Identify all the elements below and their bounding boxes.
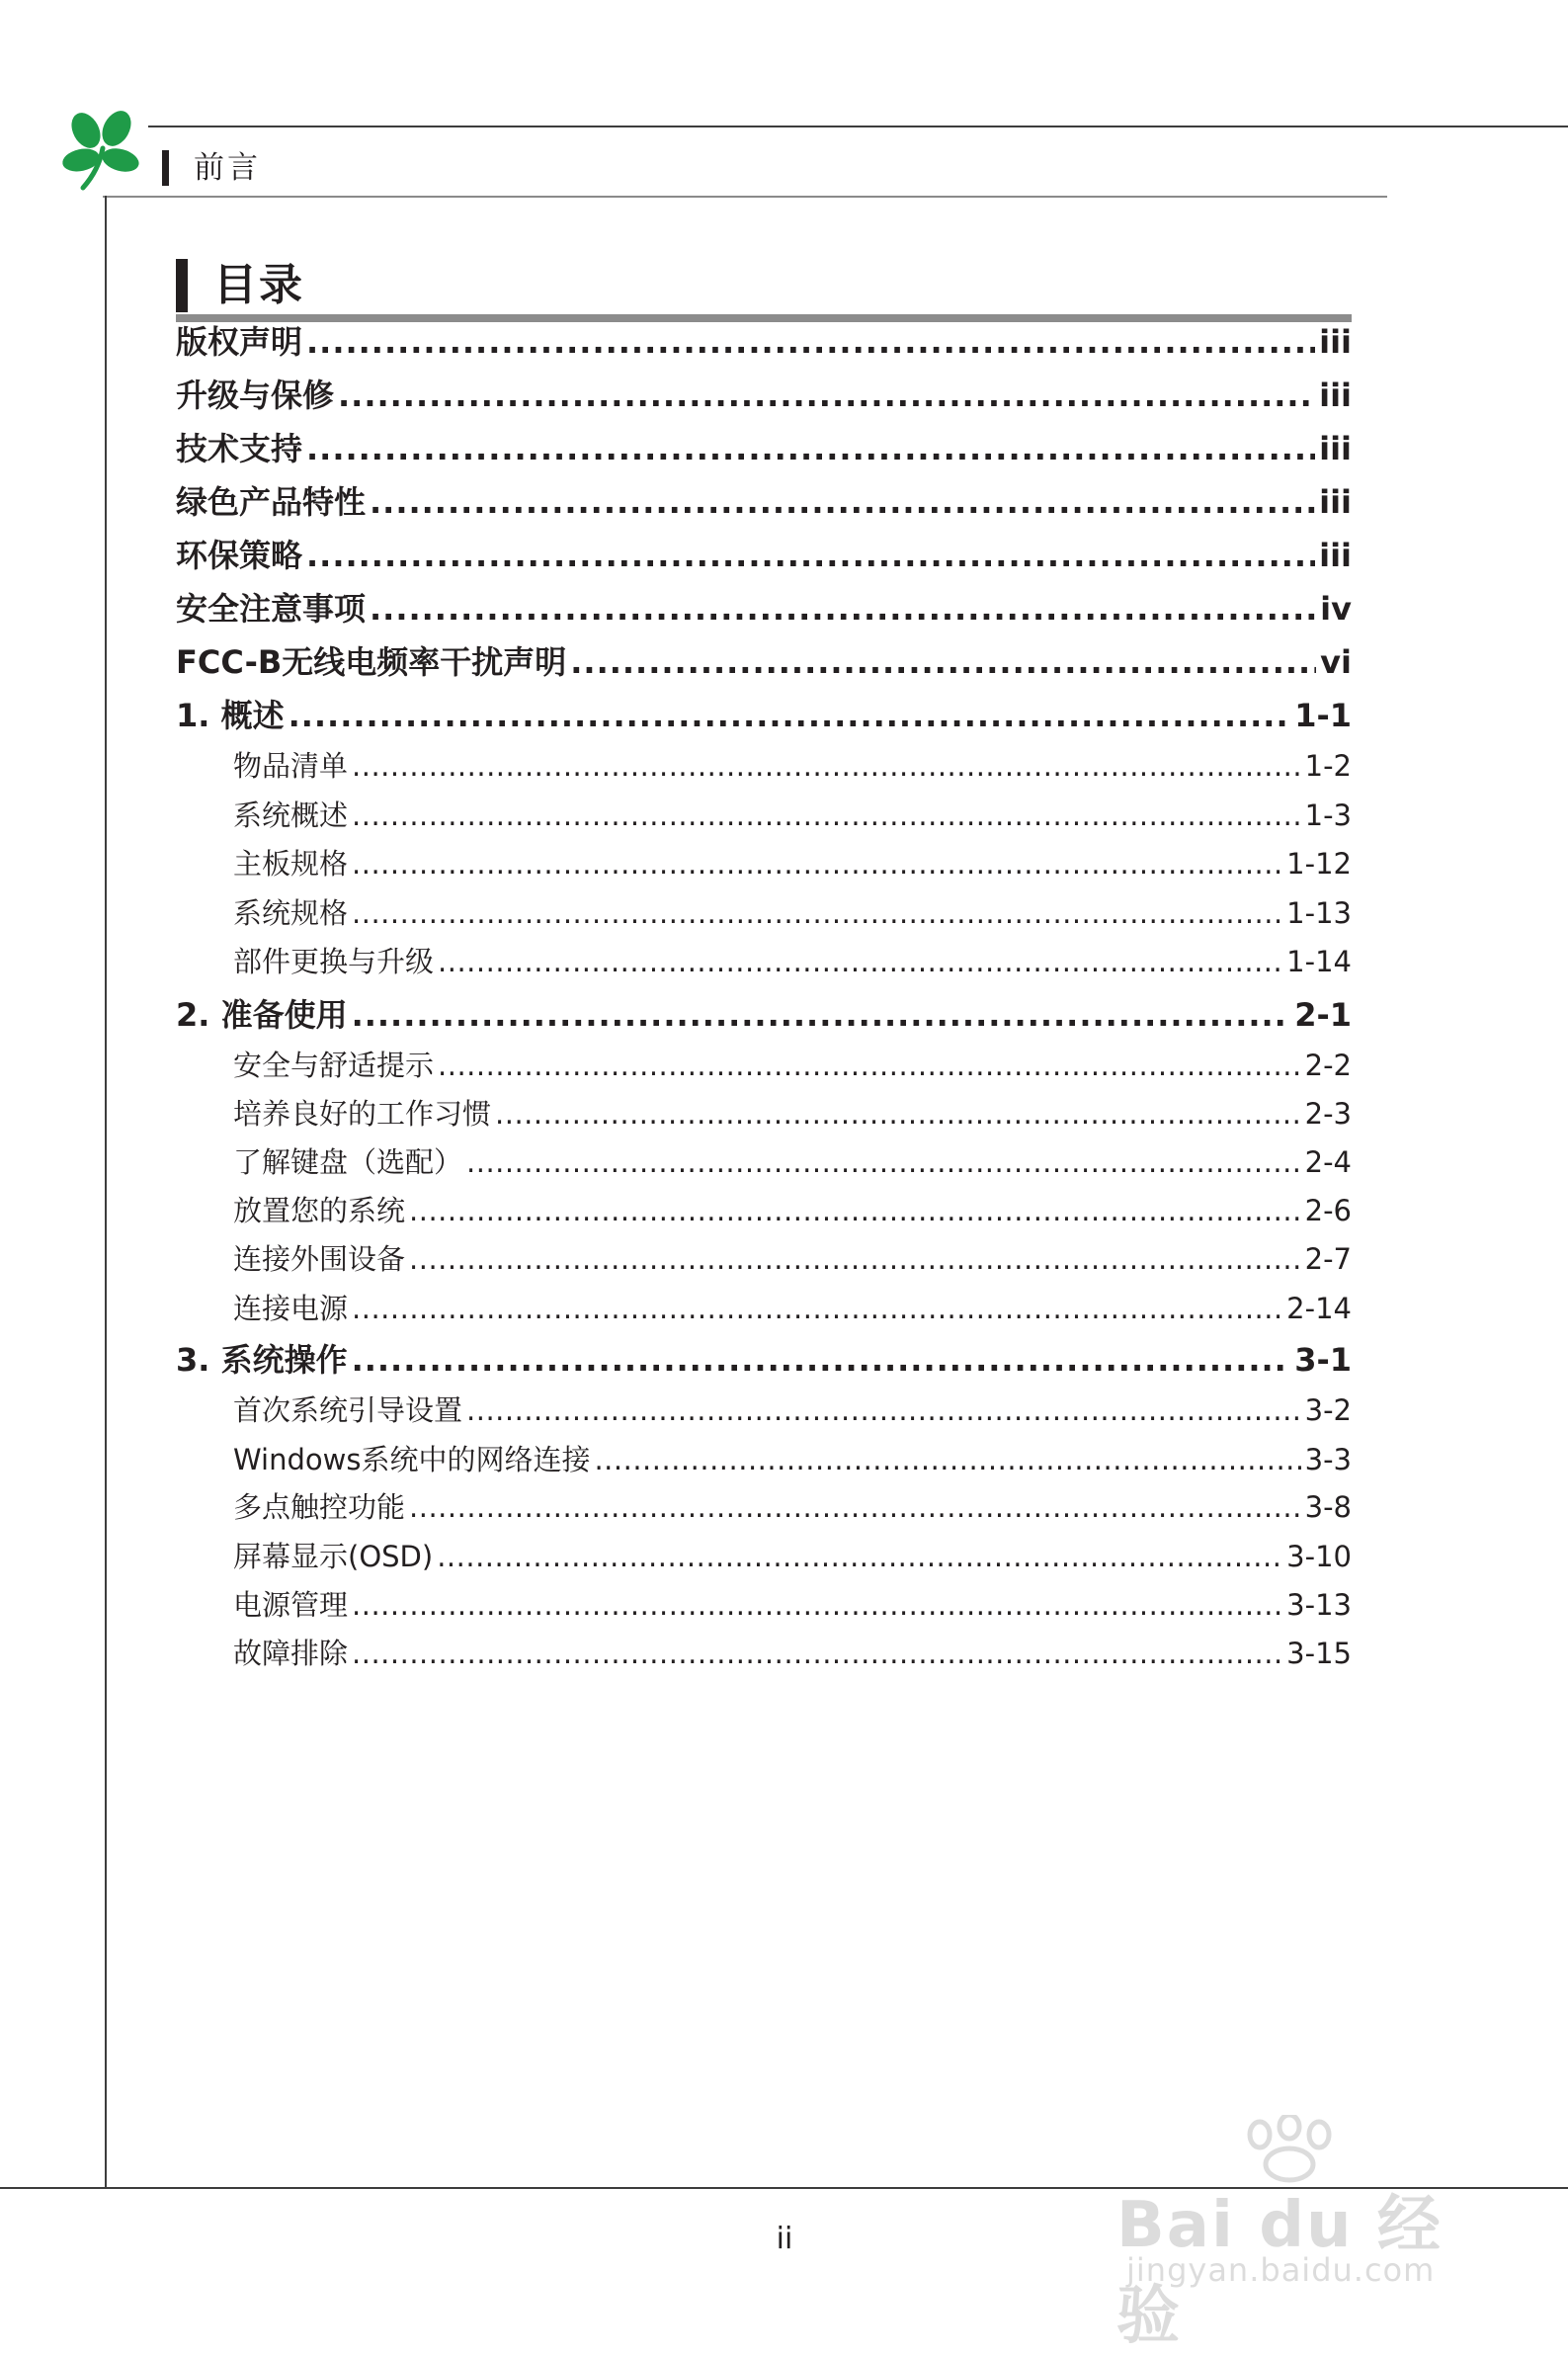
toc-entry-label: 培养良好的工作习惯 xyxy=(233,1097,492,1131)
toc-entry-label: 故障排除 xyxy=(233,1637,349,1670)
toc-entry[interactable] xyxy=(176,1047,1352,1084)
toc-entry-label: 电源管理 xyxy=(233,1588,349,1622)
toc-entry-label: 连接电源 xyxy=(233,1292,349,1325)
toc-leader-dots xyxy=(306,322,1315,362)
toc-entry-label: 系统规格 xyxy=(233,896,349,930)
toc-entry[interactable] xyxy=(176,1192,1352,1229)
toc-entry[interactable] xyxy=(176,1441,1352,1478)
toc-leader-dots xyxy=(495,1095,1301,1133)
toc-entry-page: 2-1 xyxy=(1294,996,1352,1034)
toc-leader-dots xyxy=(370,482,1315,522)
toc-entry[interactable] xyxy=(176,1635,1352,1672)
toc-entry[interactable] xyxy=(176,1538,1352,1575)
toc-entry[interactable] xyxy=(176,642,1352,682)
toc-entry-label: 绿色产品特性 xyxy=(176,483,367,521)
watermark-url: jingyan.baidu.com xyxy=(1126,2251,1436,2289)
title-marker-bar xyxy=(176,259,188,312)
toc-leader-dots xyxy=(409,1488,1301,1526)
toc-entry-page: 1-1 xyxy=(1294,697,1352,734)
toc-entry[interactable] xyxy=(176,376,1352,415)
baidu-watermark xyxy=(1107,2115,1482,2353)
toc-entry-page: 3-2 xyxy=(1304,1393,1352,1427)
toc-entry-page: iii xyxy=(1319,483,1352,521)
toc-entry[interactable] xyxy=(176,696,1352,735)
toc-entry-label: 物品清单 xyxy=(233,749,349,783)
toc-entry-label: 安全与舒适提示 xyxy=(233,1049,435,1082)
toc-entry[interactable] xyxy=(176,1143,1352,1181)
toc-entry[interactable] xyxy=(176,1240,1352,1278)
toc-entry-label: 连接外围设备 xyxy=(233,1242,406,1276)
toc-entry-page: iii xyxy=(1319,537,1352,574)
toc-entry[interactable] xyxy=(176,1586,1352,1624)
toc-entry-page: 3-3 xyxy=(1304,1443,1352,1476)
toc-entry[interactable] xyxy=(176,894,1352,932)
toc-entry[interactable] xyxy=(176,429,1352,468)
toc-entry-page: 3-13 xyxy=(1286,1588,1352,1622)
toc-entry-page: 1-14 xyxy=(1286,945,1352,978)
toc-entry-page: iv xyxy=(1320,590,1352,628)
toc-entry-page: iii xyxy=(1319,430,1352,467)
toc-leader-dots xyxy=(352,894,1282,932)
toc-leader-dots xyxy=(438,943,1282,980)
toc-leader-dots xyxy=(306,429,1315,468)
toc-entry[interactable] xyxy=(176,322,1352,362)
toc-entry-page: 2-14 xyxy=(1286,1292,1352,1325)
toc-leader-dots xyxy=(352,1586,1282,1624)
toc-entry-label: 了解键盘（选配） xyxy=(233,1145,463,1179)
toc-leader-dots xyxy=(352,995,1291,1035)
toc-entry[interactable] xyxy=(176,1340,1352,1380)
toc-leader-dots xyxy=(438,1047,1301,1084)
toc-entry-label: 1. 概述 xyxy=(176,697,285,734)
toc-entry-page: iii xyxy=(1319,323,1352,361)
toc-leader-dots xyxy=(466,1143,1301,1181)
toc-entry-label: 2. 准备使用 xyxy=(176,996,348,1034)
watermark-brand: Bai du 经验 xyxy=(1116,2189,1443,2353)
toc-leader-dots xyxy=(352,1290,1282,1327)
toc-entry-label: 系统概述 xyxy=(233,799,349,832)
toc-entry-label: 3. 系统操作 xyxy=(176,1341,348,1379)
toc-entry-page: 2-3 xyxy=(1304,1097,1352,1131)
toc-leader-dots xyxy=(306,536,1315,575)
toc-entry-page: 3-1 xyxy=(1294,1341,1352,1379)
toc-leader-dots xyxy=(594,1441,1300,1478)
header-bottom-rule xyxy=(103,196,1387,198)
toc-entry-page: 1-3 xyxy=(1304,799,1352,832)
toc-entry-page: 1-12 xyxy=(1286,847,1352,881)
toc-entry-label: Windows系统中的网络连接 xyxy=(233,1443,591,1476)
page-title: 目录 xyxy=(213,260,304,310)
toc-entry-label: 首次系统引导设置 xyxy=(233,1393,463,1427)
toc-leader-dots xyxy=(437,1538,1282,1575)
toc-entry-page: 1-13 xyxy=(1286,896,1352,930)
toc-leader-dots xyxy=(370,589,1316,629)
toc-entry[interactable] xyxy=(176,845,1352,883)
toc-leader-dots xyxy=(338,376,1315,415)
header-marker-bar xyxy=(162,150,169,186)
toc-entry[interactable] xyxy=(176,995,1352,1035)
toc-entry[interactable] xyxy=(176,943,1352,980)
toc-leader-dots xyxy=(466,1391,1301,1429)
toc-entry-label: 部件更换与升级 xyxy=(233,945,435,978)
toc-entry[interactable] xyxy=(176,589,1352,629)
toc-leader-dots xyxy=(352,747,1301,785)
title-underline xyxy=(176,314,1352,322)
toc-entry[interactable] xyxy=(176,1095,1352,1133)
left-margin-rule xyxy=(105,196,107,2189)
toc-entry-page: 1-2 xyxy=(1304,749,1352,783)
toc-entry[interactable] xyxy=(176,797,1352,834)
toc-entry[interactable] xyxy=(176,1488,1352,1526)
toc-entry-page: 2-4 xyxy=(1304,1145,1352,1179)
toc-entry-label: 多点触控功能 xyxy=(233,1490,406,1524)
toc-leader-dots xyxy=(352,1340,1291,1380)
toc-entry-page: iii xyxy=(1319,377,1352,414)
toc-leader-dots xyxy=(352,797,1301,834)
toc-entry[interactable] xyxy=(176,1290,1352,1327)
toc-entry[interactable] xyxy=(176,482,1352,522)
header-top-rule xyxy=(148,126,1568,127)
toc-entry-label: 版权声明 xyxy=(176,323,303,361)
toc-entry-label: 放置您的系统 xyxy=(233,1194,406,1227)
toc-leader-dots xyxy=(352,845,1282,883)
toc-leader-dots xyxy=(352,1635,1282,1672)
section-label: 前言 xyxy=(194,150,261,186)
toc-leader-dots xyxy=(409,1240,1301,1278)
page-number: ii xyxy=(776,2222,793,2256)
toc-leader-dots xyxy=(289,696,1291,735)
toc-entry-page: 3-8 xyxy=(1304,1490,1352,1524)
toc-entry-label: 安全注意事项 xyxy=(176,590,367,628)
toc-entry-page: 2-6 xyxy=(1304,1194,1352,1227)
toc-entry-label: 环保策略 xyxy=(176,537,303,574)
toc-entry-label: 屏幕显示(OSD) xyxy=(233,1540,434,1573)
toc-entry-page: 3-10 xyxy=(1286,1540,1352,1573)
toc-entry-label: 主板规格 xyxy=(233,847,349,881)
toc-entry[interactable] xyxy=(176,747,1352,785)
toc-entry-label: FCC-B无线电频率干扰声明 xyxy=(176,643,567,681)
toc-leader-dots xyxy=(409,1192,1301,1229)
toc-entry[interactable] xyxy=(176,536,1352,575)
toc-entry-page: vi xyxy=(1320,643,1352,681)
toc-entry-label: 升级与保修 xyxy=(176,377,335,414)
toc-entry-page: 2-7 xyxy=(1304,1242,1352,1276)
toc-entry-label: 技术支持 xyxy=(176,430,303,467)
toc-leader-dots xyxy=(570,642,1316,682)
toc-entry[interactable] xyxy=(176,1391,1352,1429)
clover-logo-icon xyxy=(59,109,158,193)
toc-entry-page: 2-2 xyxy=(1304,1049,1352,1082)
toc-entry-page: 3-15 xyxy=(1286,1637,1352,1670)
